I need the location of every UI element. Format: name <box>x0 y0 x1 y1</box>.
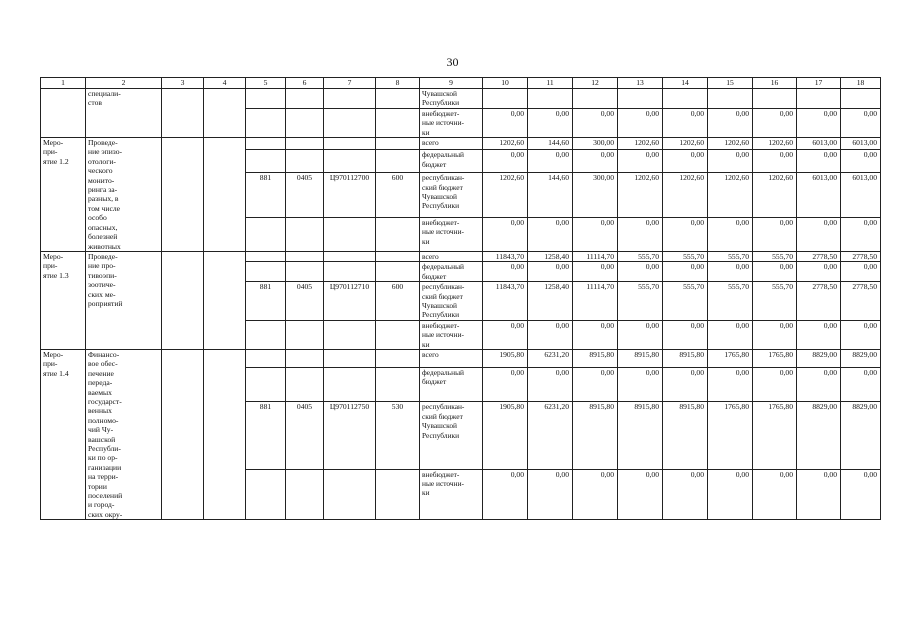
event-label <box>41 89 86 138</box>
amount-cell: 8829,00 <box>797 349 841 367</box>
funding-source: внебюджет- ные источни- ки <box>420 108 483 137</box>
funding-source: федеральный бюджет <box>420 262 483 282</box>
event-label: Меро- при- ятие 1.4 <box>41 349 86 519</box>
amount-cell: 6013,00 <box>797 173 841 218</box>
amount-cell: 555,70 <box>663 282 708 321</box>
code-cell: 0405 <box>286 402 324 469</box>
funding-source: республикан- ский бюджет Чувашской Республики <box>420 173 483 218</box>
header-col-16: 16 <box>753 78 797 89</box>
amount-cell: 0,00 <box>618 368 663 402</box>
code-cell <box>376 150 420 173</box>
amount-cell: 0,00 <box>663 320 708 349</box>
code-cell <box>324 108 376 137</box>
col-4 <box>204 349 246 519</box>
amount-cell: 0,00 <box>618 150 663 173</box>
amount-cell: 0,00 <box>797 150 841 173</box>
funding-source: внебюджет- ные источни- ки <box>420 217 483 251</box>
amount-cell: 0,00 <box>618 320 663 349</box>
code-cell <box>246 349 286 367</box>
table-row <box>41 89 881 109</box>
amount-cell: 1765,80 <box>708 402 753 469</box>
amount-cell: 8915,80 <box>573 402 618 469</box>
amount-cell: 0,00 <box>528 320 573 349</box>
event-description: Проведе- ние эпизо- отологи- ческого монито- ринга за- разных, в том числе особо опасных, болезней животных <box>86 138 162 252</box>
amount-cell: 8915,80 <box>663 349 708 367</box>
col-3 <box>162 138 204 252</box>
code-cell: Ц970112750 <box>324 402 376 469</box>
amount-cell: 0,00 <box>573 368 618 402</box>
amount-cell: 8915,80 <box>663 402 708 469</box>
amount-cell: 6231,20 <box>528 349 573 367</box>
code-cell: 600 <box>376 282 420 321</box>
code-cell: 881 <box>246 402 286 469</box>
amount-cell: 0,00 <box>573 108 618 137</box>
funding-source: внебюджет- ные источни- ки <box>420 469 483 520</box>
amount-cell: 0,00 <box>528 217 573 251</box>
code-cell <box>286 217 324 251</box>
amount-cell: 0,00 <box>618 108 663 137</box>
amount-cell <box>753 89 797 109</box>
amount-cell: 1905,80 <box>483 349 528 367</box>
code-cell <box>324 150 376 173</box>
budget-table <box>40 77 881 520</box>
amount-cell: 1765,80 <box>753 402 797 469</box>
funding-source: всего <box>420 251 483 261</box>
amount-cell: 1202,60 <box>483 138 528 150</box>
code-cell: Ц970112700 <box>324 173 376 218</box>
amount-cell: 8829,00 <box>797 402 841 469</box>
amount-cell: 0,00 <box>663 108 708 137</box>
amount-cell: 0,00 <box>663 368 708 402</box>
amount-cell: 11843,70 <box>483 282 528 321</box>
amount-cell: 0,00 <box>528 108 573 137</box>
amount-cell: 0,00 <box>708 217 753 251</box>
code-cell <box>376 217 420 251</box>
col-4 <box>204 89 246 138</box>
amount-cell: 11843,70 <box>483 251 528 261</box>
amount-cell: 0,00 <box>841 150 881 173</box>
amount-cell: 6013,00 <box>797 138 841 150</box>
amount-cell: 2778,50 <box>841 251 881 261</box>
amount-cell: 0,00 <box>528 150 573 173</box>
code-cell: 881 <box>246 282 286 321</box>
code-cell: Ц970112710 <box>324 282 376 321</box>
amount-cell: 8915,80 <box>618 349 663 367</box>
header-col-13: 13 <box>618 78 663 89</box>
header-col-6: 6 <box>286 78 324 89</box>
event-label: Меро- при- ятие 1.3 <box>41 251 86 349</box>
amount-cell <box>708 89 753 109</box>
code-cell <box>286 349 324 367</box>
event-label: Меро- при- ятие 1.2 <box>41 138 86 252</box>
amount-cell: 0,00 <box>753 262 797 282</box>
amount-cell: 1202,60 <box>708 173 753 218</box>
amount-cell: 2778,50 <box>841 282 881 321</box>
amount-cell: 555,70 <box>618 282 663 321</box>
amount-cell: 6013,00 <box>841 173 881 218</box>
code-cell <box>286 469 324 520</box>
amount-cell: 1258,40 <box>528 251 573 261</box>
amount-cell: 6231,20 <box>528 402 573 469</box>
header-col-11: 11 <box>528 78 573 89</box>
amount-cell: 0,00 <box>663 262 708 282</box>
amount-cell: 0,00 <box>753 368 797 402</box>
col-3 <box>162 89 204 138</box>
code-cell <box>324 138 376 150</box>
amount-cell: 0,00 <box>797 262 841 282</box>
funding-source: внебюджет- ные источни- ки <box>420 320 483 349</box>
code-cell: 0405 <box>286 173 324 218</box>
code-cell <box>324 368 376 402</box>
amount-cell <box>841 89 881 109</box>
amount-cell: 0,00 <box>528 469 573 520</box>
amount-cell: 555,70 <box>708 282 753 321</box>
amount-cell: 0,00 <box>708 150 753 173</box>
amount-cell: 8829,00 <box>841 349 881 367</box>
code-cell <box>246 108 286 137</box>
code-cell <box>324 251 376 261</box>
amount-cell: 8915,80 <box>618 402 663 469</box>
amount-cell: 300,00 <box>573 138 618 150</box>
col-4 <box>204 138 246 252</box>
code-cell <box>246 138 286 150</box>
amount-cell: 0,00 <box>841 469 881 520</box>
code-cell <box>286 251 324 261</box>
code-cell: 600 <box>376 173 420 218</box>
amount-cell: 0,00 <box>618 469 663 520</box>
header-col-12: 12 <box>573 78 618 89</box>
amount-cell: 0,00 <box>708 320 753 349</box>
amount-cell: 0,00 <box>708 368 753 402</box>
code-cell <box>246 217 286 251</box>
code-cell <box>246 368 286 402</box>
amount-cell: 0,00 <box>708 108 753 137</box>
amount-cell: 0,00 <box>483 217 528 251</box>
table-row <box>41 138 881 150</box>
amount-cell: 0,00 <box>797 469 841 520</box>
amount-cell: 0,00 <box>841 368 881 402</box>
table-row <box>41 349 881 367</box>
amount-cell: 0,00 <box>753 320 797 349</box>
col-3 <box>162 251 204 349</box>
code-cell <box>246 320 286 349</box>
header-col-10: 10 <box>483 78 528 89</box>
amount-cell: 1765,80 <box>708 349 753 367</box>
code-cell <box>376 108 420 137</box>
funding-source: республикан- ский бюджет Чувашской Республики <box>420 402 483 469</box>
amount-cell: 0,00 <box>841 108 881 137</box>
code-cell <box>246 89 286 109</box>
code-cell <box>376 89 420 109</box>
amount-cell: 1202,60 <box>753 173 797 218</box>
amount-cell: 1905,80 <box>483 402 528 469</box>
code-cell <box>286 108 324 137</box>
amount-cell: 1202,60 <box>618 138 663 150</box>
amount-cell: 0,00 <box>841 217 881 251</box>
code-cell <box>246 262 286 282</box>
amount-cell <box>663 89 708 109</box>
amount-cell: 0,00 <box>573 262 618 282</box>
col-4 <box>204 251 246 349</box>
amount-cell: 0,00 <box>663 217 708 251</box>
amount-cell: 11114,70 <box>573 251 618 261</box>
code-cell <box>376 262 420 282</box>
funding-source: республикан- ский бюджет Чувашской Республики <box>420 282 483 321</box>
code-cell <box>286 262 324 282</box>
amount-cell: 1202,60 <box>663 173 708 218</box>
amount-cell: 0,00 <box>797 320 841 349</box>
amount-cell: 0,00 <box>483 150 528 173</box>
amount-cell: 0,00 <box>573 469 618 520</box>
header-col-9: 9 <box>420 78 483 89</box>
amount-cell: 0,00 <box>483 320 528 349</box>
code-cell <box>246 469 286 520</box>
code-cell <box>324 349 376 367</box>
amount-cell: 300,00 <box>573 173 618 218</box>
header-col-2: 2 <box>86 78 162 89</box>
amount-cell: 0,00 <box>573 320 618 349</box>
amount-cell: 0,00 <box>618 262 663 282</box>
amount-cell: 555,70 <box>663 251 708 261</box>
amount-cell: 0,00 <box>483 368 528 402</box>
amount-cell: 144,60 <box>528 173 573 218</box>
amount-cell: 0,00 <box>483 469 528 520</box>
amount-cell: 1202,60 <box>483 173 528 218</box>
header-col-4: 4 <box>204 78 246 89</box>
funding-source: всего <box>420 138 483 150</box>
amount-cell: 0,00 <box>797 108 841 137</box>
amount-cell: 8915,80 <box>573 349 618 367</box>
amount-cell: 555,70 <box>708 251 753 261</box>
amount-cell: 0,00 <box>753 469 797 520</box>
header-col-14: 14 <box>663 78 708 89</box>
code-cell <box>246 251 286 261</box>
code-cell <box>376 138 420 150</box>
amount-cell: 1202,60 <box>618 173 663 218</box>
header-col-1: 1 <box>41 78 86 89</box>
amount-cell: 0,00 <box>573 150 618 173</box>
amount-cell: 0,00 <box>663 469 708 520</box>
header-col-3: 3 <box>162 78 204 89</box>
col-3 <box>162 349 204 519</box>
page-number: 30 <box>446 55 459 69</box>
amount-cell: 1202,60 <box>753 138 797 150</box>
amount-cell: 1765,80 <box>753 349 797 367</box>
amount-cell: 0,00 <box>528 368 573 402</box>
amount-cell: 0,00 <box>753 217 797 251</box>
amount-cell: 0,00 <box>573 217 618 251</box>
amount-cell: 0,00 <box>528 262 573 282</box>
code-cell: 881 <box>246 173 286 218</box>
amount-cell: 0,00 <box>708 469 753 520</box>
amount-cell: 555,70 <box>753 251 797 261</box>
code-cell <box>376 251 420 261</box>
code-cell <box>286 368 324 402</box>
amount-cell <box>797 89 841 109</box>
amount-cell: 11114,70 <box>573 282 618 321</box>
code-cell <box>324 217 376 251</box>
header-col-8: 8 <box>376 78 420 89</box>
header-col-15: 15 <box>708 78 753 89</box>
amount-cell: 0,00 <box>797 368 841 402</box>
amount-cell <box>528 89 573 109</box>
code-cell <box>324 262 376 282</box>
amount-cell: 0,00 <box>483 262 528 282</box>
amount-cell <box>573 89 618 109</box>
amount-cell: 0,00 <box>753 108 797 137</box>
code-cell <box>376 469 420 520</box>
amount-cell: 555,70 <box>753 282 797 321</box>
amount-cell: 6013,00 <box>841 138 881 150</box>
event-description: специали- стов <box>86 89 162 138</box>
funding-source: всего <box>420 349 483 367</box>
amount-cell: 0,00 <box>841 262 881 282</box>
amount-cell: 8829,00 <box>841 402 881 469</box>
amount-cell: 0,00 <box>753 150 797 173</box>
header-row <box>41 78 881 89</box>
amount-cell <box>618 89 663 109</box>
code-cell <box>324 320 376 349</box>
amount-cell: 144,60 <box>528 138 573 150</box>
table-row <box>41 251 881 261</box>
code-cell <box>376 320 420 349</box>
header-col-18: 18 <box>841 78 881 89</box>
code-cell <box>376 349 420 367</box>
code-cell <box>324 89 376 109</box>
code-cell <box>376 368 420 402</box>
code-cell <box>286 320 324 349</box>
funding-source: федеральный бюджет <box>420 150 483 173</box>
event-description: Финансо- вое обес- печение переда- ваемых государст- венных полномо- чий Чу- вашской Республи- ки по ор- ганизации на терри- тории поселений и город- ских окру- <box>86 349 162 519</box>
header-col-17: 17 <box>797 78 841 89</box>
funding-source: Чувашской Республики <box>420 89 483 109</box>
amount-cell: 1258,40 <box>528 282 573 321</box>
header-col-5: 5 <box>246 78 286 89</box>
code-cell <box>286 138 324 150</box>
funding-source: федеральный бюджет <box>420 368 483 402</box>
code-cell: 530 <box>376 402 420 469</box>
amount-cell: 0,00 <box>663 150 708 173</box>
code-cell <box>246 150 286 173</box>
amount-cell: 0,00 <box>618 217 663 251</box>
amount-cell: 1202,60 <box>663 138 708 150</box>
code-cell <box>286 89 324 109</box>
amount-cell: 0,00 <box>708 262 753 282</box>
amount-cell: 1202,60 <box>708 138 753 150</box>
amount-cell <box>483 89 528 109</box>
amount-cell: 2778,50 <box>797 282 841 321</box>
amount-cell: 0,00 <box>841 320 881 349</box>
header-col-7: 7 <box>324 78 376 89</box>
code-cell <box>324 469 376 520</box>
amount-cell: 2778,50 <box>797 251 841 261</box>
amount-cell: 555,70 <box>618 251 663 261</box>
code-cell: 0405 <box>286 282 324 321</box>
amount-cell: 0,00 <box>483 108 528 137</box>
event-description: Проведе- ние про- тивоэпи- зоотиче- ских ме- роприятий <box>86 251 162 349</box>
code-cell <box>286 150 324 173</box>
amount-cell: 0,00 <box>797 217 841 251</box>
